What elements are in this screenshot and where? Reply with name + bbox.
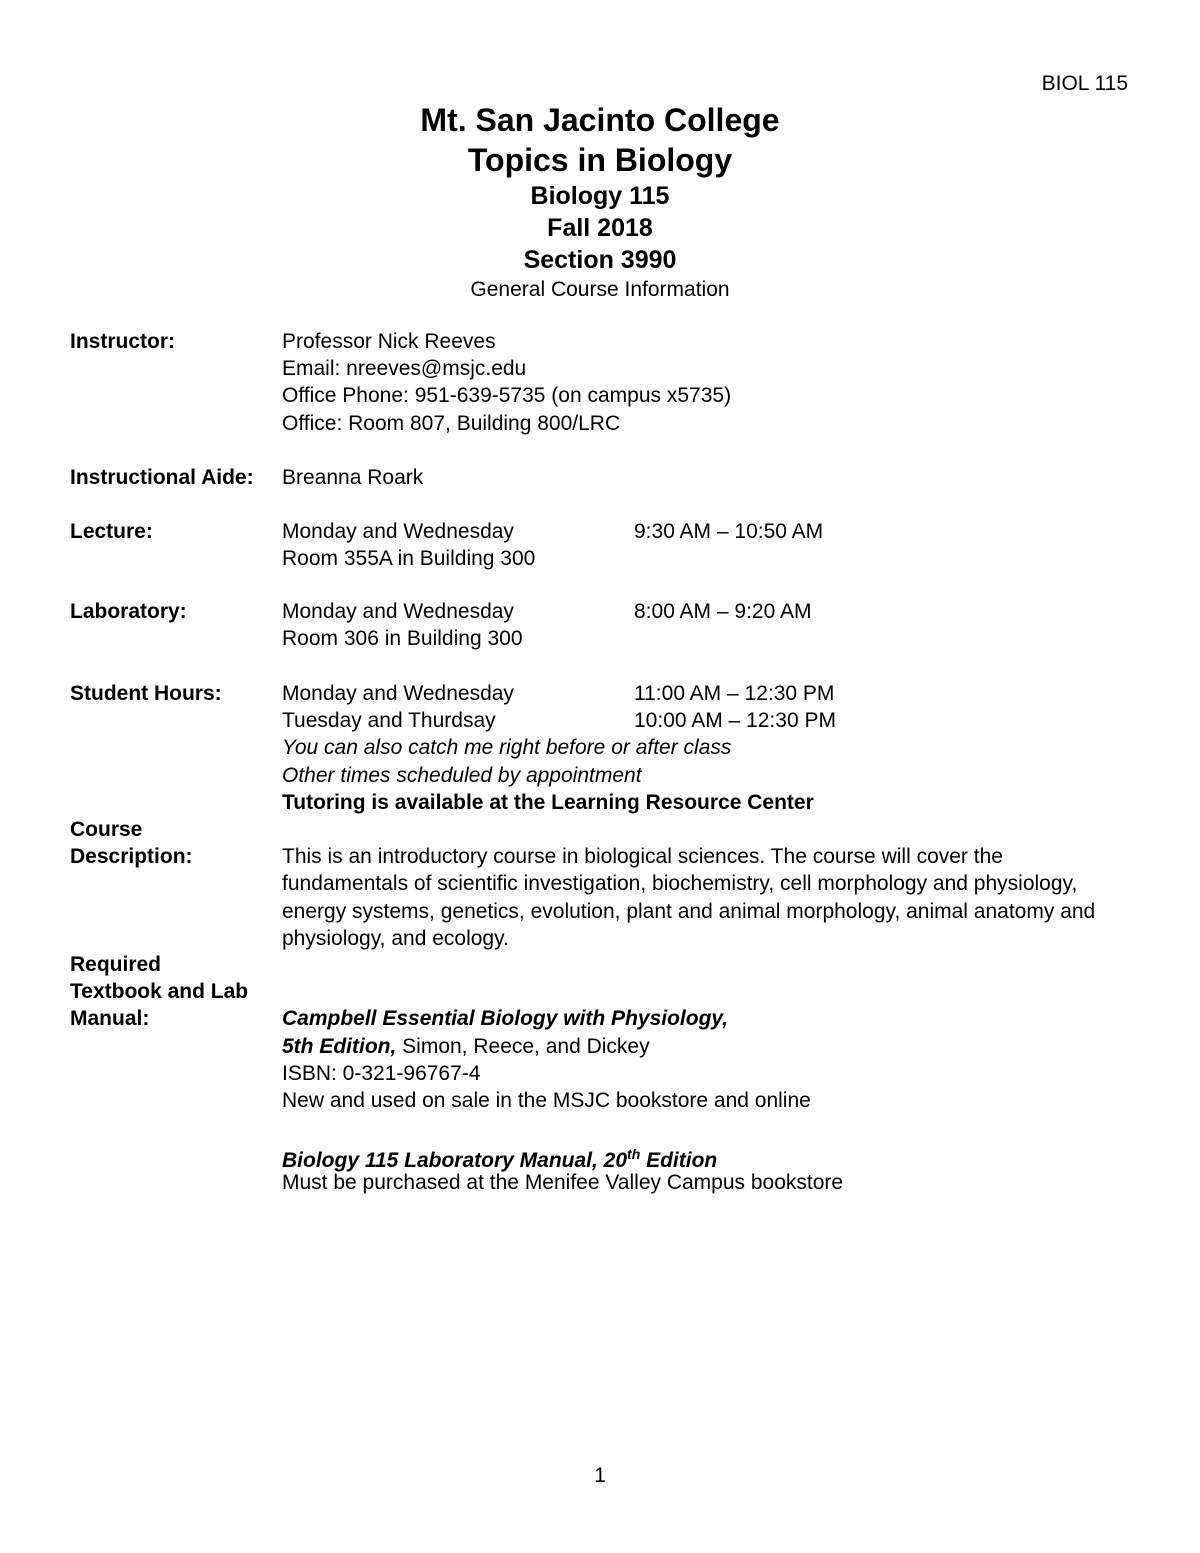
aide-name: Breanna Roark <box>282 466 424 489</box>
lab-manual-title-post: Edition <box>640 1149 718 1173</box>
college-name: Mt. San Jacinto College <box>420 102 780 138</box>
student-hours-days-2: Tuesday and Thurdsay <box>282 709 496 733</box>
instructor-phone: Office Phone: 951-639-5735 (on campus x5735) <box>282 384 732 408</box>
aide-label: Instructional Aide: <box>70 466 254 489</box>
textbook-label-2: Textbook and Lab <box>70 980 249 1004</box>
lab-manual-title-pre: Biology 115 Laboratory Manual, 20 <box>282 1149 628 1173</box>
textbook-authors: Simon, Reece, and Dickey <box>396 1034 650 1058</box>
course-term: Fall 2018 <box>547 214 653 242</box>
textbook-isbn: ISBN: 0-321-96767-4 <box>282 1061 481 1085</box>
textbook-availability: New and used on sale in the MSJC bookstore and online <box>282 1088 811 1112</box>
student-hours-note-2: Other times scheduled by appointment <box>282 763 642 787</box>
page-number: 1 <box>594 1464 606 1487</box>
tutoring-note: Tutoring is available at the Learning Resource Center <box>282 790 814 814</box>
textbook-label-3: Manual: <box>70 1007 150 1031</box>
textbook-title: Campbell Essential Biology with Physiology, <box>282 1007 729 1031</box>
course-name: Topics in Biology <box>467 142 733 178</box>
lecture-time: 9:30 AM – 10:50 AM <box>634 520 824 543</box>
lab-manual-availability: Must be purchased at the Menifee Valley Campus bookstore <box>282 1170 844 1194</box>
laboratory-room: Room 306 in Building 300 <box>282 627 523 651</box>
textbook-label-1: Required <box>70 953 162 976</box>
course-number: Biology 115 <box>530 182 670 210</box>
student-hours-label: Student Hours: <box>70 682 222 705</box>
instructor-office: Office: Room 807, Building 800/LRC <box>282 411 621 435</box>
lecture-room: Room 355A in Building 300 <box>282 547 536 571</box>
lab-manual-title-sup: th <box>627 1146 641 1163</box>
instructor-label: Instructor: <box>70 330 175 353</box>
lecture-label: Lecture: <box>70 520 153 543</box>
instructor-email: Email: nreeves@msjc.edu <box>282 357 527 381</box>
title-block <box>0 100 1200 304</box>
textbook-edition: 5th Edition, <box>282 1034 397 1058</box>
lecture-days: Monday and Wednesday <box>282 520 514 543</box>
student-hours-time-2: 10:00 AM – 12:30 PM <box>634 709 836 733</box>
page-subtitle: General Course Information <box>470 278 730 301</box>
student-hours-time-1: 11:00 AM – 12:30 PM <box>634 682 835 705</box>
laboratory-days: Monday and Wednesday <box>282 600 514 623</box>
course-section: Section 3990 <box>523 246 677 274</box>
laboratory-label: Laboratory: <box>70 600 187 623</box>
laboratory-time: 8:00 AM – 9:20 AM <box>634 600 812 623</box>
course-description-text: This is an introductory course in biological sciences. The course will cover the fundamentals of scientific investigation, biochemistry, cell morphology and physiology, energy systems, genetics, evolution, plant and animal morphology, animal anatomy and physiology, and ecology. <box>282 845 1096 950</box>
instructor-name: Professor Nick Reeves <box>282 330 496 353</box>
header-course-tag: BIOL 115 <box>1041 72 1128 95</box>
course-description-label-2: Description: <box>70 845 193 869</box>
student-hours-note-1: You can also catch me right before or after class <box>282 736 732 760</box>
course-description-label-1: Course <box>70 818 143 841</box>
lab-manual-title <box>282 1141 1122 1173</box>
student-hours-days-1: Monday and Wednesday <box>282 682 514 705</box>
